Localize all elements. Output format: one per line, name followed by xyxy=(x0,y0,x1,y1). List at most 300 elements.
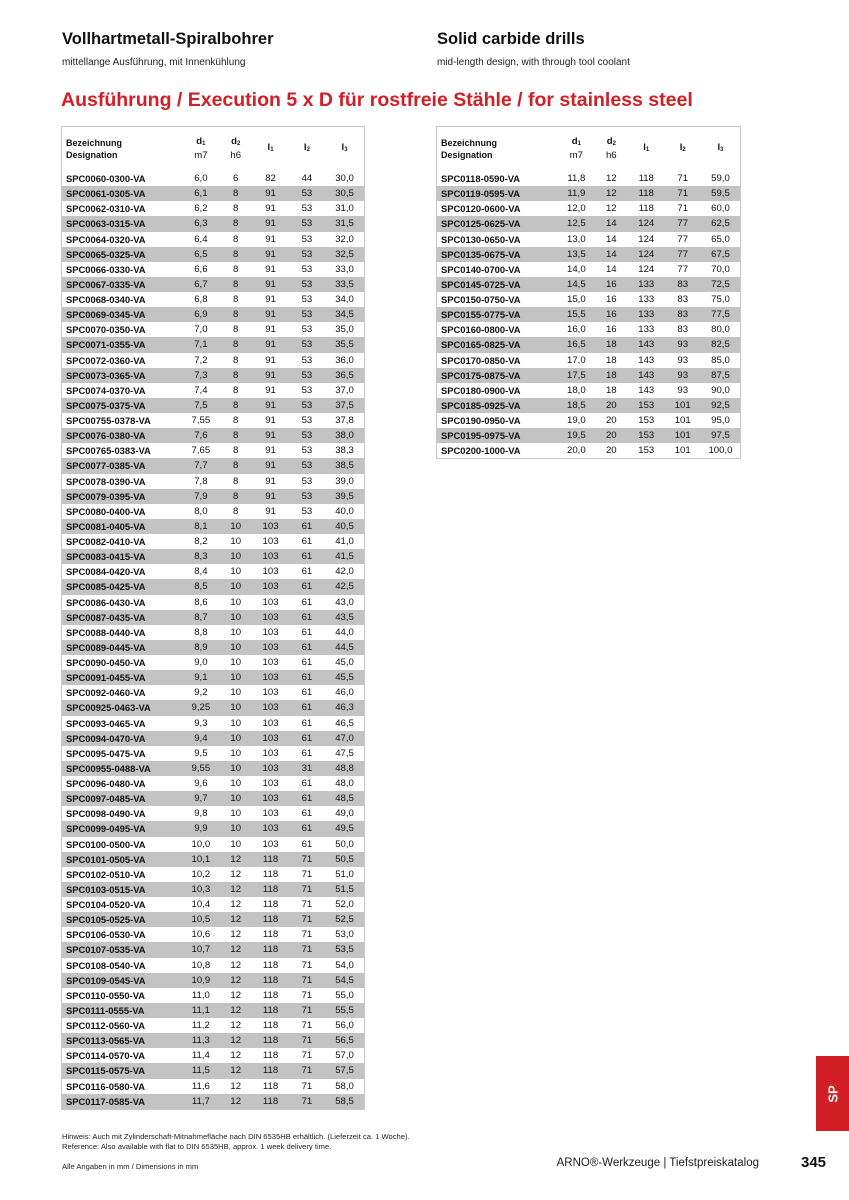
l3-cell: 37,5 xyxy=(325,398,364,413)
d1-cell: 6,3 xyxy=(183,216,219,231)
table-row xyxy=(62,322,365,337)
table-row xyxy=(437,413,741,428)
d2-cell: 12 xyxy=(219,1063,252,1078)
l3-cell: 57,5 xyxy=(325,1063,364,1078)
l3-cell: 33,5 xyxy=(325,277,364,292)
l1-cell: 91 xyxy=(252,458,288,473)
table-row xyxy=(437,337,741,352)
d1-cell: 17,5 xyxy=(558,368,594,383)
designation-cell: SPC0086-0430-VA xyxy=(66,596,146,608)
section-tab-label: SP xyxy=(825,1084,840,1103)
l2-cell: 61 xyxy=(289,579,325,594)
header-d2 xyxy=(595,127,628,172)
designation-cell: SPC0085-0425-VA xyxy=(62,579,183,594)
designation-cell: SPC0076-0380-VA xyxy=(62,428,183,443)
d2-cell: 18 xyxy=(595,368,628,383)
table-header xyxy=(62,127,365,172)
table-row xyxy=(437,443,741,459)
table-row xyxy=(62,368,365,383)
header-designation xyxy=(437,127,559,172)
d2-cell: 10 xyxy=(230,717,242,729)
d1-cell: 11,5 xyxy=(183,1063,219,1078)
l3-cell: 52,0 xyxy=(335,899,354,911)
l3-cell: 95,0 xyxy=(711,415,730,427)
table-row xyxy=(62,1063,365,1078)
catalog-footer: ARNO®-Werkzeuge | Tiefstpreiskatalog xyxy=(556,1157,759,1169)
table-row xyxy=(62,474,365,489)
table-row xyxy=(437,247,741,262)
table-row xyxy=(62,973,365,988)
l2-cell: 61 xyxy=(301,596,313,608)
designation-cell: SPC0115-0575-VA xyxy=(62,1063,183,1078)
d1-cell: 6,7 xyxy=(183,277,219,292)
designation-cell: SPC00955-0488-VA xyxy=(62,761,183,776)
header-row xyxy=(437,127,741,172)
l3-cell: 45,5 xyxy=(325,670,364,685)
d1-cell: 8,6 xyxy=(194,596,208,608)
table-row xyxy=(62,171,365,186)
d1-cell: 10,5 xyxy=(183,912,219,927)
l2-cell: 53 xyxy=(289,247,325,262)
d1-cell: 9,8 xyxy=(194,808,208,820)
footnote-en: Reference: Also available with flat to DIN 6535HB, approx. 1 week delivery time. xyxy=(62,1142,332,1151)
l3-cell: 41,5 xyxy=(325,549,364,564)
l2-cell: 53 xyxy=(301,233,313,245)
d1-cell: 9,4 xyxy=(183,731,219,746)
l1-cell: 103 xyxy=(262,626,279,638)
l3-cell: 42,0 xyxy=(335,566,354,578)
table-row xyxy=(62,383,365,398)
d2-cell: 8 xyxy=(219,337,252,352)
l2-cell: 61 xyxy=(301,657,313,669)
d1-cell: 12,0 xyxy=(567,203,586,215)
table-row xyxy=(62,216,365,231)
d2-cell: 10 xyxy=(219,549,252,564)
l1-cell: 118 xyxy=(262,1080,279,1092)
l3-cell: 72,5 xyxy=(701,277,741,292)
d2-cell: 8 xyxy=(219,277,252,292)
designation-cell: SPC0108-0540-VA xyxy=(66,959,146,971)
header-l3-symbol xyxy=(701,142,740,156)
l3-cell: 38,5 xyxy=(325,458,364,473)
l1-cell: 91 xyxy=(252,489,288,504)
d2-cell: 10 xyxy=(230,657,242,669)
d2-cell: 8 xyxy=(219,216,252,231)
l1-cell: 118 xyxy=(638,203,654,215)
l3-cell: 82,5 xyxy=(701,337,741,352)
d2-cell: 10 xyxy=(219,700,252,715)
l3-cell: 40,5 xyxy=(325,519,364,534)
d2-cell: 10 xyxy=(230,747,242,759)
d1-cell: 7,1 xyxy=(183,337,219,352)
table-body xyxy=(62,171,365,1109)
d2-cell: 6 xyxy=(233,173,239,185)
designation-cell: SPC0100-0500-VA xyxy=(66,838,146,850)
footnote xyxy=(62,1132,410,1152)
l3-cell: 62,5 xyxy=(701,216,741,231)
l1-cell: 143 xyxy=(638,354,655,366)
header-l2 xyxy=(664,127,700,172)
l1-cell: 103 xyxy=(252,579,288,594)
header-d2-symbol xyxy=(219,136,252,150)
l3-cell: 54,0 xyxy=(335,959,354,971)
d1-cell: 10,6 xyxy=(191,929,211,941)
designation-cell: SPC0165-0825-VA xyxy=(437,337,559,352)
l3-cell: 67,5 xyxy=(701,247,741,262)
l3-cell: 48,8 xyxy=(325,761,364,776)
d1-cell: 8,4 xyxy=(194,566,208,578)
l2-cell: 53 xyxy=(289,458,325,473)
designation-cell: SPC0097-0485-VA xyxy=(62,791,183,806)
l1-cell: 103 xyxy=(262,778,279,790)
table-row xyxy=(437,368,741,383)
d2-cell: 12 xyxy=(230,899,242,911)
l2-cell: 71 xyxy=(289,1003,325,1018)
l2-cell: 71 xyxy=(301,929,313,941)
table-header xyxy=(437,127,741,172)
table-row xyxy=(62,746,365,761)
header-d2 xyxy=(219,127,252,172)
d2-cell: 8 xyxy=(219,458,252,473)
l1-cell: 91 xyxy=(265,475,276,487)
d2-cell: 12 xyxy=(605,173,617,185)
d2-cell: 12 xyxy=(230,929,242,941)
l3-cell: 51,5 xyxy=(325,882,364,897)
header-l3-index: 3 xyxy=(344,147,348,153)
footnote-de: Hinweis: Auch mit Zylinderschaft-Mitnahmefläche nach DIN 6535HB erhältlich. (Lieferzeit ca. 1 Woche). xyxy=(62,1132,410,1141)
d1-cell: 6,9 xyxy=(183,307,219,322)
table-row xyxy=(62,307,365,322)
drill-table-left xyxy=(61,126,365,1110)
l2-cell: 93 xyxy=(664,368,700,383)
table-row xyxy=(62,579,365,594)
l2-cell: 61 xyxy=(301,626,313,638)
d2-cell: 18 xyxy=(605,384,617,396)
l3-cell: 75,0 xyxy=(711,294,730,306)
l3-cell: 50,5 xyxy=(325,852,364,867)
d2-cell: 16 xyxy=(605,324,617,336)
l2-cell: 53 xyxy=(289,398,325,413)
designation-cell: SPC0095-0475-VA xyxy=(66,747,146,759)
d1-cell: 15,5 xyxy=(558,307,594,322)
l1-cell: 103 xyxy=(252,549,288,564)
l1-cell: 91 xyxy=(265,505,276,517)
l3-cell: 60,0 xyxy=(711,203,730,215)
l1-cell: 118 xyxy=(262,899,279,911)
l3-cell: 85,0 xyxy=(711,354,730,366)
l3-cell: 58,0 xyxy=(335,1080,354,1092)
header-l2-index: 2 xyxy=(306,147,310,153)
designation-cell: SPC0071-0355-VA xyxy=(62,337,183,352)
l2-cell: 53 xyxy=(289,307,325,322)
l1-cell: 133 xyxy=(628,307,664,322)
d2-cell: 10 xyxy=(230,778,242,790)
d1-cell: 11,9 xyxy=(558,186,594,201)
d1-cell: 9,0 xyxy=(194,657,208,669)
d1-cell: 8,7 xyxy=(183,610,219,625)
table-row xyxy=(62,761,365,776)
l1-cell: 153 xyxy=(638,445,655,457)
table-row xyxy=(62,685,365,700)
d1-cell: 7,4 xyxy=(194,384,208,396)
d1-cell: 10,7 xyxy=(183,942,219,957)
l1-cell: 143 xyxy=(638,384,655,396)
table-row xyxy=(62,247,365,262)
l3-cell: 100,0 xyxy=(708,445,733,457)
d1-cell: 12,5 xyxy=(558,216,594,231)
l3-cell: 52,5 xyxy=(325,912,364,927)
l2-cell: 31 xyxy=(289,761,325,776)
designation-cell: SPC0102-0510-VA xyxy=(66,868,146,880)
d1-cell: 9,2 xyxy=(194,687,208,699)
designation-cell: SPC0077-0385-VA xyxy=(62,458,183,473)
l1-cell: 103 xyxy=(262,838,279,850)
designation-cell: SPC0060-0300-VA xyxy=(66,173,146,185)
l2-cell: 71 xyxy=(289,942,325,957)
d2-cell: 10 xyxy=(219,519,252,534)
l3-cell: 48,5 xyxy=(325,791,364,806)
d1-cell: 9,9 xyxy=(183,821,219,836)
designation-cell: SPC0140-0700-VA xyxy=(441,263,521,275)
d1-cell: 6,6 xyxy=(194,263,208,275)
l1-cell: 118 xyxy=(628,186,664,201)
designation-cell: SPC0105-0525-VA xyxy=(62,912,183,927)
l1-cell: 103 xyxy=(262,747,279,759)
l2-cell: 61 xyxy=(301,536,313,548)
l1-cell: 153 xyxy=(628,428,664,443)
table-row xyxy=(62,640,365,655)
title-de: Vollhartmetall-Spiralbohrer xyxy=(62,30,274,48)
l3-cell: 54,5 xyxy=(325,973,364,988)
designation-cell: SPC0112-0560-VA xyxy=(66,1020,146,1032)
l2-cell: 101 xyxy=(674,415,691,427)
d1-cell: 10,9 xyxy=(183,973,219,988)
header-row xyxy=(62,127,365,172)
designation-cell: SPC0195-0975-VA xyxy=(437,428,559,443)
d2-cell: 8 xyxy=(219,307,252,322)
table-row xyxy=(62,942,365,957)
header-l3-letter: l xyxy=(341,142,345,153)
designation-cell: SPC0119-0595-VA xyxy=(437,186,559,201)
designation-cell: SPC0175-0875-VA xyxy=(437,368,559,383)
l2-cell: 61 xyxy=(289,791,325,806)
header-name-de: Bezeichnung xyxy=(441,138,498,148)
table-row xyxy=(437,383,741,398)
l3-cell: 39,5 xyxy=(325,489,364,504)
l3-cell: 37,8 xyxy=(335,415,354,427)
header-l2-symbol xyxy=(289,142,325,156)
l2-cell: 61 xyxy=(289,640,325,655)
d1-cell: 7,2 xyxy=(194,354,208,366)
designation-cell: SPC0190-0950-VA xyxy=(441,415,521,427)
d1-cell: 7,7 xyxy=(183,458,219,473)
header-d1-letter: d xyxy=(571,136,578,147)
designation-cell: SPC0117-0585-VA xyxy=(62,1094,183,1110)
d2-cell: 12 xyxy=(219,912,252,927)
designation-cell: SPC0090-0450-VA xyxy=(66,657,146,669)
d2-cell: 10 xyxy=(219,791,252,806)
designation-cell: SPC0160-0800-VA xyxy=(441,324,521,336)
d1-cell: 7,0 xyxy=(194,324,208,336)
d2-cell: 8 xyxy=(219,186,252,201)
d2-cell: 8 xyxy=(233,203,239,215)
l3-cell: 49,5 xyxy=(325,821,364,836)
header-l1-letter: l xyxy=(267,142,271,153)
table-row xyxy=(62,852,365,867)
header-name-de: Bezeichnung xyxy=(66,138,123,148)
d1-cell: 10,4 xyxy=(191,899,211,911)
l1-cell: 103 xyxy=(252,640,288,655)
header-l1-symbol xyxy=(628,142,664,156)
designation-cell: SPC0110-0550-VA xyxy=(66,989,146,1001)
designation-cell: SPC0091-0455-VA xyxy=(62,670,183,685)
d1-cell: 7,55 xyxy=(191,415,211,427)
l3-cell: 65,0 xyxy=(711,233,730,245)
l3-cell: 32,5 xyxy=(325,247,364,262)
table-row xyxy=(437,322,741,337)
l3-cell: 49,0 xyxy=(335,808,354,820)
l2-cell: 77 xyxy=(664,216,700,231)
l2-cell: 71 xyxy=(677,173,689,185)
l3-cell: 30,0 xyxy=(335,173,354,185)
d2-cell: 8 xyxy=(233,263,239,275)
l2-cell: 44 xyxy=(301,173,313,185)
l2-cell: 71 xyxy=(289,973,325,988)
d1-cell: 13,0 xyxy=(567,233,586,245)
table-row xyxy=(62,837,365,852)
l3-cell: 39,0 xyxy=(335,475,354,487)
header-l3 xyxy=(701,127,741,172)
d1-cell: 6,8 xyxy=(194,294,208,306)
l3-cell: 45,0 xyxy=(335,657,354,669)
l2-cell: 83 xyxy=(677,294,689,306)
l3-cell: 36,5 xyxy=(325,368,364,383)
d1-cell: 7,3 xyxy=(183,368,219,383)
table-row xyxy=(437,186,741,201)
l1-cell: 103 xyxy=(252,610,288,625)
l2-cell: 71 xyxy=(301,868,313,880)
l2-cell: 53 xyxy=(289,186,325,201)
l1-cell: 124 xyxy=(638,263,655,275)
d1-cell: 16,0 xyxy=(567,324,586,336)
header-l1-symbol xyxy=(252,142,288,156)
designation-cell: SPC0082-0410-VA xyxy=(66,536,146,548)
header-d1-tolerance: m7 xyxy=(569,150,583,161)
l2-cell: 71 xyxy=(289,1033,325,1048)
designation-cell: SPC0070-0350-VA xyxy=(66,324,146,336)
l1-cell: 143 xyxy=(628,337,664,352)
table-row xyxy=(62,292,365,307)
d2-cell: 12 xyxy=(219,942,252,957)
d1-cell: 18,0 xyxy=(567,384,586,396)
d2-cell: 18 xyxy=(595,337,628,352)
header-d2-index: 2 xyxy=(236,141,241,147)
l2-cell: 77 xyxy=(677,263,689,275)
d2-cell: 20 xyxy=(605,415,617,427)
designation-cell: SPC0155-0775-VA xyxy=(437,307,559,322)
d2-cell: 12 xyxy=(230,1080,242,1092)
designation-cell: SPC0150-0750-VA xyxy=(441,294,521,306)
l3-cell: 47,5 xyxy=(335,747,354,759)
designation-cell: SPC0145-0725-VA xyxy=(437,277,559,292)
l3-cell: 55,5 xyxy=(325,1003,364,1018)
designation-cell: SPC00765-0383-VA xyxy=(66,445,151,457)
designation-cell: SPC0096-0480-VA xyxy=(66,778,146,790)
designation-cell: SPC0080-0400-VA xyxy=(66,505,146,517)
l1-cell: 91 xyxy=(252,307,288,322)
table-row xyxy=(437,201,741,216)
l3-cell: 55,0 xyxy=(335,989,354,1001)
l1-cell: 91 xyxy=(252,337,288,352)
d2-cell: 10 xyxy=(219,610,252,625)
header-d1-symbol xyxy=(558,136,594,150)
designation-cell: SPC0118-0590-VA xyxy=(441,173,521,185)
l3-cell: 40,0 xyxy=(335,505,354,517)
l2-cell: 93 xyxy=(677,384,689,396)
d1-cell: 10,8 xyxy=(191,959,211,971)
d2-cell: 12 xyxy=(230,1050,242,1062)
l1-cell: 103 xyxy=(252,731,288,746)
l3-cell: 90,0 xyxy=(711,384,730,396)
d1-cell: 11,0 xyxy=(191,989,210,1001)
table-row xyxy=(62,262,365,277)
l1-cell: 103 xyxy=(252,519,288,534)
table-row xyxy=(62,958,365,973)
l1-cell: 124 xyxy=(628,216,664,231)
table-row xyxy=(62,791,365,806)
l3-cell: 46,5 xyxy=(335,717,354,729)
l3-cell: 38,0 xyxy=(325,428,364,443)
l1-cell: 103 xyxy=(262,717,279,729)
table-row xyxy=(62,443,365,458)
l2-cell: 83 xyxy=(664,277,700,292)
l1-cell: 103 xyxy=(262,657,279,669)
table-row xyxy=(62,1048,365,1063)
l3-cell: 48,0 xyxy=(335,778,354,790)
l3-cell: 77,5 xyxy=(701,307,741,322)
header-d1-letter: d xyxy=(196,136,203,147)
l3-cell: 47,0 xyxy=(325,731,364,746)
d2-cell: 10 xyxy=(230,808,242,820)
d2-cell: 14 xyxy=(595,247,628,262)
d2-cell: 14 xyxy=(605,233,617,245)
l2-cell: 53 xyxy=(301,354,313,366)
l2-cell: 53 xyxy=(301,203,313,215)
d1-cell: 11,7 xyxy=(183,1094,219,1110)
d2-cell: 20 xyxy=(595,398,628,413)
designation-cell: SPC0114-0570-VA xyxy=(66,1050,146,1062)
subtitle-de: mittellange Ausführung, mit Innenkühlung xyxy=(62,57,246,68)
designation-cell: SPC0072-0360-VA xyxy=(66,354,146,366)
l1-cell: 103 xyxy=(252,700,288,715)
d1-cell: 6,0 xyxy=(194,173,208,185)
designation-cell: SPC0075-0375-VA xyxy=(62,398,183,413)
l1-cell: 118 xyxy=(252,973,288,988)
l1-cell: 133 xyxy=(638,294,655,306)
designation-cell: SPC0106-0530-VA xyxy=(66,929,146,941)
table-row xyxy=(437,262,741,277)
l2-cell: 53 xyxy=(301,475,313,487)
l2-cell: 71 xyxy=(301,959,313,971)
l2-cell: 71 xyxy=(301,899,313,911)
l2-cell: 61 xyxy=(301,566,313,578)
l1-cell: 91 xyxy=(265,233,276,245)
l3-cell: 34,5 xyxy=(325,307,364,322)
d1-cell: 11,2 xyxy=(191,1020,210,1032)
designation-cell: SPC0083-0415-VA xyxy=(62,549,183,564)
d2-cell: 12 xyxy=(230,868,242,880)
table-row xyxy=(62,1094,365,1110)
